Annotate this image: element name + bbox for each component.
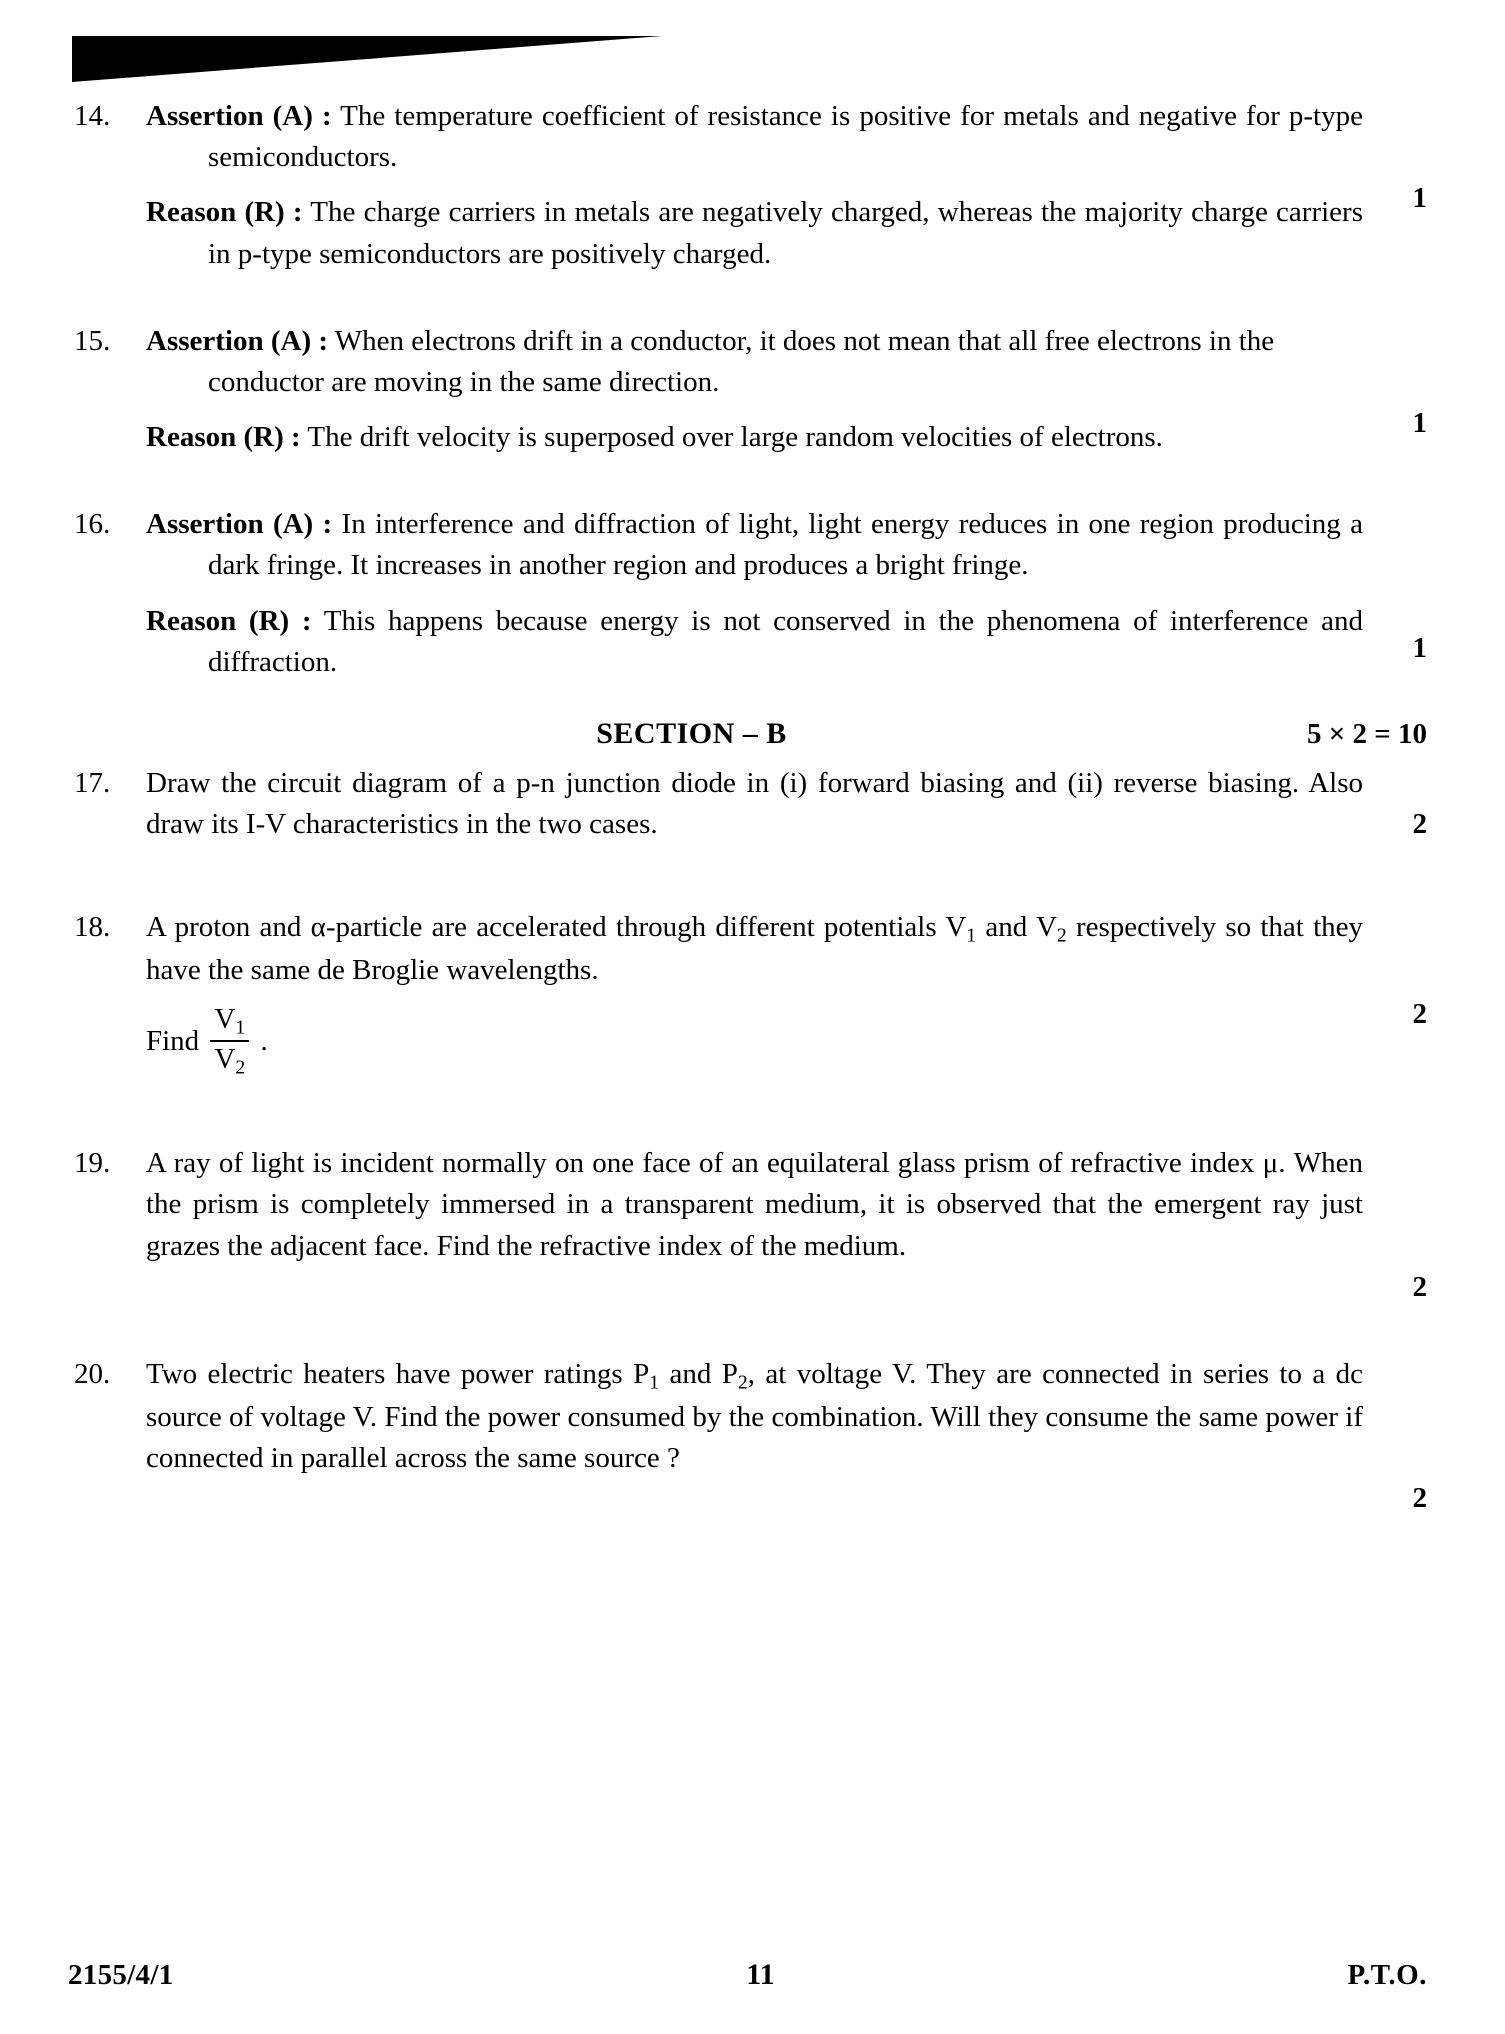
question-text <box>146 1354 1363 1479</box>
reason-text: This happens because energy is not conserved in the phenomena of interference and diffraction. <box>208 604 1363 678</box>
question-17 <box>68 763 1427 845</box>
page-content <box>68 0 1427 1519</box>
assertion-paragraph <box>146 321 1363 403</box>
question-body <box>146 96 1363 275</box>
subscript-1: 1 <box>966 924 977 947</box>
question-number: 14. <box>74 100 111 132</box>
question-text-part3: respectively so that they have the same de Broglie wavelengths. <box>146 911 1363 986</box>
fraction-denominator: $V_2$ <box>214 1043 246 1079</box>
question-19 <box>68 1143 1427 1308</box>
reason-label: Reason (R) : <box>146 421 301 454</box>
question-text: A ray of light is incident normally on one face of an equilateral glass prism of refractive index μ. When the prism is completely immersed in a transparent medium, it is observed that the emergent ray just grazes the adjacent face. Find the refractive index of the medium. <box>146 1147 1363 1262</box>
subscript-2: 2 <box>737 1371 748 1394</box>
question-marks: 2 <box>1412 998 1427 1031</box>
reason-label: Reason (R) : <box>146 604 312 637</box>
question-number: 19. <box>74 1147 111 1180</box>
reason-paragraph <box>146 601 1363 683</box>
page-footer <box>68 1958 1427 1992</box>
reason-text: The drift velocity is superposed over large random velocities of electrons. <box>307 421 1163 454</box>
question-text-part1: Two electric heaters have power ratings P <box>146 1358 650 1390</box>
question-text-part2: and P <box>659 1358 738 1390</box>
fraction-numerator: $V_1$ <box>210 1003 249 1042</box>
question-marks: 2 <box>1412 808 1427 841</box>
question-text <box>146 907 1363 991</box>
fraction-trailer: . <box>260 1024 268 1057</box>
question-number: 17. <box>74 766 111 799</box>
question-number: 15. <box>74 324 111 357</box>
question-marks: 1 <box>1412 631 1427 664</box>
assertion-label: Assertion (A) : <box>146 508 333 541</box>
reason-label: Reason (R) : <box>146 196 303 229</box>
subscript-1: 1 <box>649 1371 660 1394</box>
assertion-text: When electrons drift in a conductor, it does not mean that all free electrons in the conductor are moving in the same direction. <box>208 324 1275 398</box>
question-body <box>146 907 1363 1081</box>
question-body <box>146 1354 1363 1479</box>
section-heading-row <box>68 717 1427 751</box>
question-text-part3: , at voltage V. They are connected in series to a dc source of voltage V. Find the power consumed by the combination. Will they consume the same power if connected in parallel across the same source ? <box>146 1358 1364 1474</box>
question-body <box>146 504 1363 683</box>
assertion-label: Assertion (A) : <box>146 324 329 357</box>
assertion-text: The temperature coefficient of resistance is positive for metals and negative for p-type semiconductors. <box>208 100 1363 174</box>
fraction-v1-over-v2 <box>210 1003 249 1079</box>
reason-paragraph <box>146 417 1363 458</box>
section-title: SECTION – B <box>596 716 787 750</box>
reason-paragraph <box>146 192 1363 274</box>
assertion-paragraph <box>146 96 1363 178</box>
question-marks: 2 <box>1412 1481 1427 1514</box>
question-number: 18. <box>74 911 111 944</box>
question-marks: 2 <box>1412 1270 1427 1303</box>
assertion-paragraph <box>146 504 1363 586</box>
subscript-2: 2 <box>1056 924 1067 947</box>
pto-label: P.T.O. <box>1347 1959 1427 1991</box>
question-16 <box>68 504 1427 683</box>
question-18 <box>68 907 1427 1081</box>
question-number: 16. <box>74 508 111 541</box>
question-text-part1: A proton and α-particle are accelerated through different potentials V <box>146 911 967 944</box>
question-number: 20. <box>74 1358 111 1390</box>
find-ratio-line <box>146 1002 1363 1081</box>
question-body <box>146 321 1363 459</box>
question-body <box>146 763 1363 845</box>
question-text: Draw the circuit diagram of a p-n junction diode in (i) forward biasing and (ii) reverse biasing. Also draw its I-V characteristics in the two cases. <box>146 766 1363 841</box>
question-14 <box>68 96 1427 275</box>
find-label: Find <box>146 1024 200 1057</box>
question-marks: 1 <box>1412 182 1427 215</box>
assertion-label: Assertion (A) : <box>146 100 332 132</box>
question-15 <box>68 321 1427 459</box>
reason-text: The charge carriers in metals are negatively charged, whereas the majority charge carriers in p-type semiconductors are positively charged. <box>208 196 1363 270</box>
question-marks: 1 <box>1412 407 1427 440</box>
question-text-part2: and V <box>976 911 1057 944</box>
assertion-text: In interference and diffraction of light, light energy reduces in one region producing a dark fringe. It increases in another region and produces a bright fringe. <box>208 508 1363 582</box>
page-number: 11 <box>746 1958 775 1991</box>
section-marks-distribution: 5 × 2 = 10 <box>1306 717 1427 750</box>
question-body <box>146 1143 1363 1267</box>
paper-code: 2155/4/1 <box>68 1959 174 1991</box>
question-20 <box>68 1354 1427 1519</box>
